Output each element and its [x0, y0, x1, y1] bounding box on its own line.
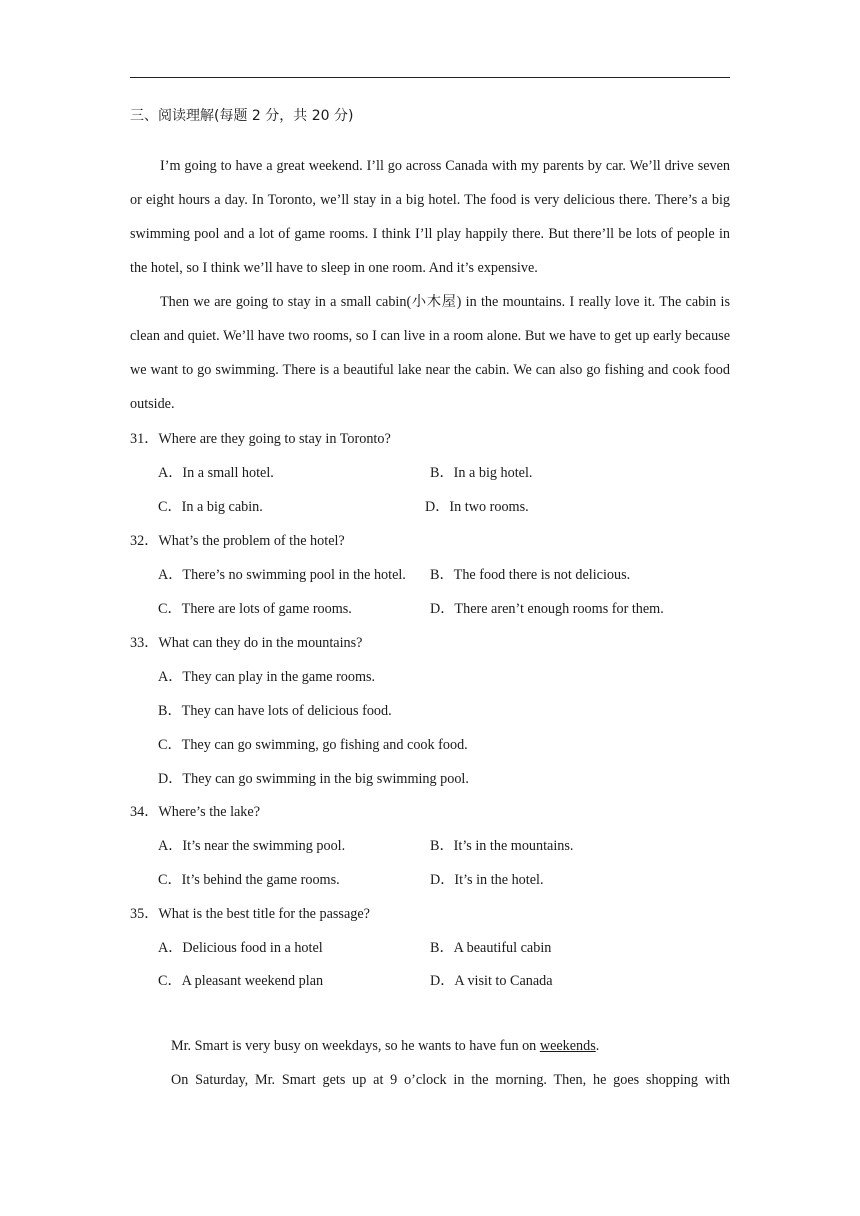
passage2-p1-period: . [595, 1038, 600, 1054]
header-rule [130, 77, 730, 78]
question-32-option-b: B．The food there is not delicious. [430, 567, 631, 583]
question-35-stem: 35．What is the best title for the passage? [130, 906, 370, 922]
question-31-stem: 31．Where are they going to stay in Toronto? [130, 431, 391, 447]
underlined-word: weekends [539, 1038, 596, 1054]
question-34-stem: 34．Where’s the lake? [130, 804, 260, 820]
passage1-paragraph-2: Then we are going to stay in a small cabin(小木屋) in the mountains. I really love it. The cabin is clean and quiet. We’ll have two rooms, so I can live in a room alone. But we have to get up early because we want to go swimming. There is a beautiful lake near the cabin. We can also go fishing and cook food outside. [130, 294, 730, 412]
question-32-option-d: D．There aren’t enough rooms for them. [430, 601, 664, 617]
question-33-stem: 33．What can they do in the mountains? [130, 635, 363, 651]
question-32-option-a: A．There’s no swimming pool in the hotel. [158, 567, 406, 583]
question-32-stem: 32．What’s the problem of the hotel? [130, 533, 345, 549]
question-35-option-b: B．A beautiful cabin [430, 940, 552, 956]
question-34-option-d: D．It’s in the hotel. [430, 872, 544, 888]
passage2-paragraph-2: On Saturday, Mr. Smart gets up at 9 o’clock in the morning. Then, he goes shopping with [171, 1072, 730, 1088]
question-35-option-a: A．Delicious food in a hotel [158, 940, 323, 956]
question-32-option-c: C．There are lots of game rooms. [158, 601, 352, 617]
question-34-option-b: B．It’s in the mountains. [430, 838, 574, 854]
question-31-option-c: C．In a big cabin. [158, 499, 263, 515]
passage2-p1-text: Mr. Smart is very busy on weekdays, so he wants to have fun on [171, 1038, 540, 1054]
question-34-option-a: A．It’s near the swimming pool. [158, 838, 346, 854]
question-34-option-c: C．It’s behind the game rooms. [158, 872, 340, 888]
question-31-option-a: A．In a small hotel. [158, 465, 274, 481]
question-31-option-b: B．In a big hotel. [430, 465, 533, 481]
question-35-option-c: C．A pleasant weekend plan [158, 973, 324, 989]
passage2-paragraph-1 [171, 1029, 730, 1063]
section-title: 三、阅读理解(每题 2 分，共 20 分) [130, 108, 354, 124]
question-33-option-b: B．They can have lots of delicious food. [158, 703, 392, 719]
question-33-option-a: A．They can play in the game rooms. [158, 669, 376, 685]
passage1-paragraph-1: I’m going to have a great weekend. I’ll go across Canada with my parents by car. We’ll drive seven or eight hours a day. In Toronto, we’ll stay in a big hotel. The food is very delicious there. There’s a big swimming pool and a lot of game rooms. I think I’ll play happily there. But there’ll be lots of people in the hotel, so I think we’ll have to sleep in one room. And it’s expensive. [130, 158, 730, 276]
question-31-option-d: D．In two rooms. [425, 499, 529, 515]
question-33-option-c: C．They can go swimming, go fishing and cook food. [158, 737, 468, 753]
question-33-option-d: D．They can go swimming in the big swimming pool. [158, 771, 469, 787]
question-35-option-d: D．A visit to Canada [430, 973, 553, 989]
